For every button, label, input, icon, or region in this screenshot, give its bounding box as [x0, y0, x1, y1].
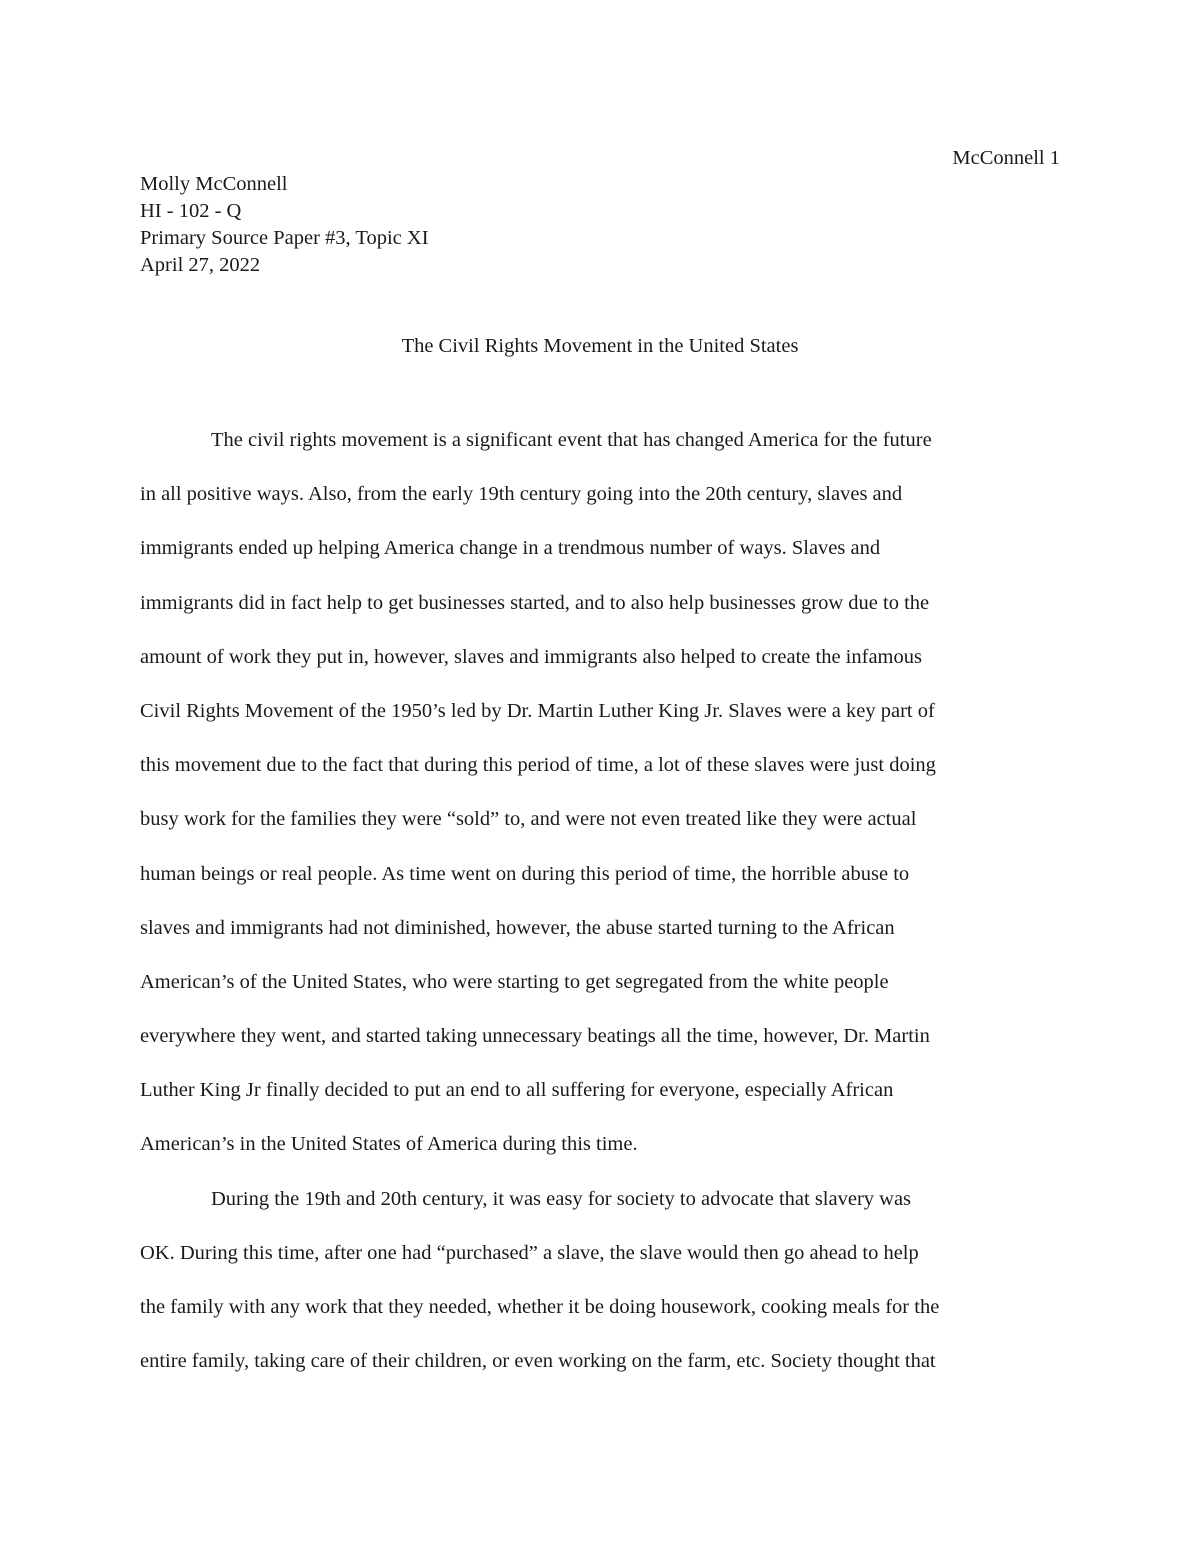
body-line: everywhere they went, and started taking unnecessary beatings all the time, however, Dr. Martin [140, 1025, 930, 1048]
body-line: the family with any work that they needed, whether it be doing housework, cooking meals for the [140, 1296, 940, 1318]
body-line: During the 19th and 20th century, it was easy for society to advocate that slavery was [211, 1187, 912, 1210]
body-line: amount of work they put in, however, slaves and immigrants also helped to create the infamous [140, 645, 922, 668]
running-head: McConnell 1 [952, 147, 1060, 169]
body-line: immigrants did in fact help to get businesses started, and to also help businesses grow due to the [140, 591, 930, 614]
author-name: Molly McConnell [140, 173, 288, 195]
body-line: OK. During this time, after one had “purchased” a slave, the slave would then go ahead to help [140, 1241, 919, 1264]
body-line: this movement due to the fact that during this period of time, a lot of these slaves were just doing [140, 754, 936, 777]
paper-date: April 27, 2022 [140, 254, 261, 276]
body-line: slaves and immigrants had not diminished, however, the abuse started turning to the African [140, 916, 895, 939]
body-line: The civil rights movement is a significant event that has changed America for the future [211, 429, 932, 451]
body-line: Luther King Jr finally decided to put an end to all suffering for everyone, especially African [140, 1079, 894, 1102]
body-text [140, 413, 1060, 1388]
paper-title: The Civil Rights Movement in the United States [401, 335, 799, 357]
body-line: immigrants ended up helping America change in a trendmous number of ways. Slaves and [140, 537, 881, 560]
heading-block [140, 171, 429, 279]
body-line: in all positive ways. Also, from the early 19th century going into the 20th century, slaves and [140, 483, 903, 506]
body-line: entire family, taking care of their children, or even working on the farm, etc. Society thought that [140, 1350, 936, 1373]
body-line: busy work for the families they were “sold” to, and were not even treated like they were actual [140, 808, 917, 831]
body-line: American’s in the United States of America during this time. [140, 1133, 638, 1156]
body-line: human beings or real people. As time went on during this period of time, the horrible abuse to [140, 862, 910, 885]
body-line: Civil Rights Movement of the 1950’s led by Dr. Martin Luther King Jr. Slaves were a key part of [140, 699, 935, 722]
assignment-name: Primary Source Paper #3, Topic XI [140, 227, 429, 249]
body-line: American’s of the United States, who were starting to get segregated from the white people [140, 970, 889, 993]
course-code: HI - 102 - Q [140, 200, 242, 222]
